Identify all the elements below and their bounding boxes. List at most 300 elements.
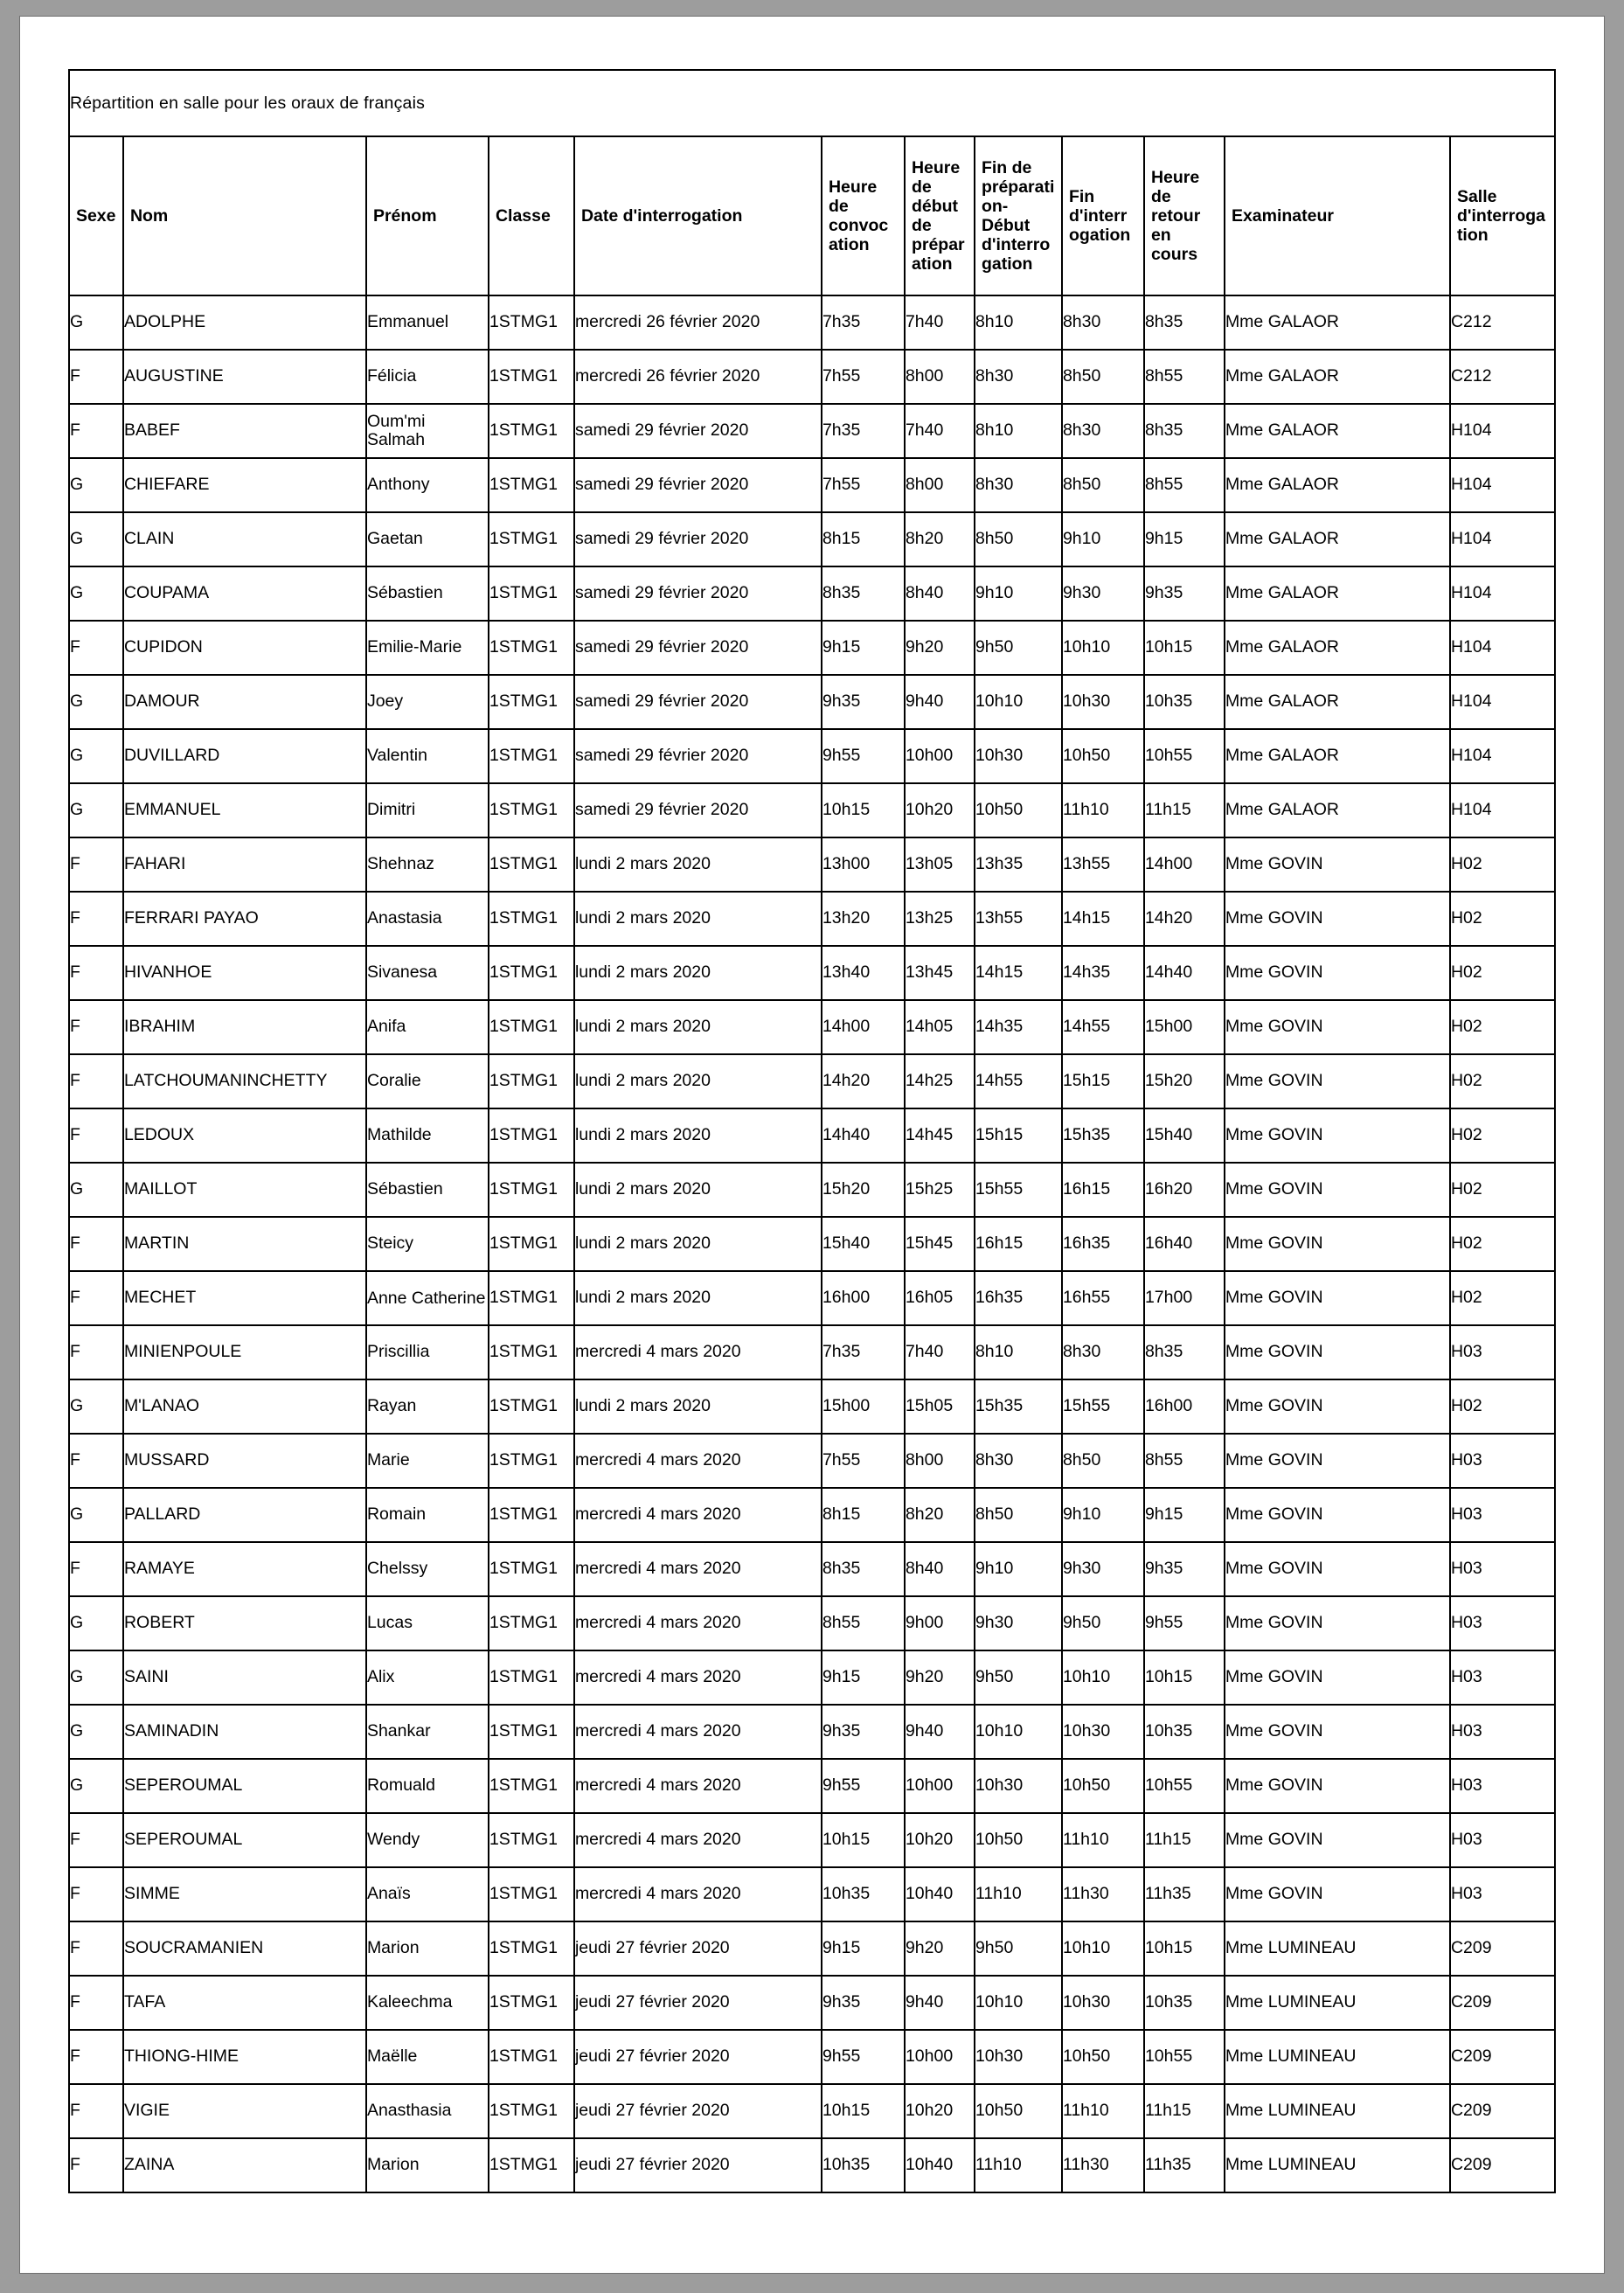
table-row <box>69 675 1555 729</box>
cell-fin-interrogation: 10h50 <box>1062 729 1144 783</box>
table-row <box>69 1217 1555 1271</box>
cell-sexe: G <box>69 1705 123 1759</box>
table-row <box>69 1976 1555 2030</box>
document-sheet <box>19 16 1605 2274</box>
cell-examinateur: Mme GALAOR <box>1225 621 1450 675</box>
cell-heure-retour-cours: 10h15 <box>1144 1921 1225 1976</box>
cell-classe: 1STMG1 <box>489 566 574 621</box>
cell-heure-retour-cours: 10h35 <box>1144 675 1225 729</box>
cell-heure-convocation: 10h35 <box>822 2138 905 2192</box>
cell-examinateur: Mme LUMINEAU <box>1225 2138 1450 2192</box>
cell-salle: H104 <box>1450 729 1555 783</box>
cell-heure-retour-cours: 10h15 <box>1144 621 1225 675</box>
table-row <box>69 783 1555 837</box>
cell-fin-interrogation: 15h15 <box>1062 1054 1144 1108</box>
cell-fin-preparation: 8h10 <box>975 404 1062 458</box>
cell-salle: H02 <box>1450 1379 1555 1434</box>
cell-date-interrogation: mercredi 4 mars 2020 <box>574 1705 822 1759</box>
cell-salle: H03 <box>1450 1488 1555 1542</box>
cell-examinateur: Mme GALAOR <box>1225 350 1450 404</box>
cell-heure-convocation: 13h20 <box>822 892 905 946</box>
cell-classe: 1STMG1 <box>489 404 574 458</box>
cell-sexe: F <box>69 1217 123 1271</box>
table-row <box>69 1705 1555 1759</box>
cell-fin-preparation: 10h10 <box>975 675 1062 729</box>
cell-heure-convocation: 15h00 <box>822 1379 905 1434</box>
table-row <box>69 2138 1555 2192</box>
cell-fin-preparation: 8h50 <box>975 1488 1062 1542</box>
cell-heure-debut-preparation: 10h40 <box>905 2138 975 2192</box>
cell-date-interrogation: lundi 2 mars 2020 <box>574 1000 822 1054</box>
cell-prenom: Marion <box>366 2138 489 2192</box>
cell-sexe: F <box>69 2030 123 2084</box>
cell-date-interrogation: lundi 2 mars 2020 <box>574 1054 822 1108</box>
cell-heure-retour-cours: 10h35 <box>1144 1705 1225 1759</box>
cell-salle: H104 <box>1450 621 1555 675</box>
cell-heure-debut-preparation: 8h00 <box>905 350 975 404</box>
cell-fin-preparation: 13h55 <box>975 892 1062 946</box>
cell-fin-interrogation: 15h55 <box>1062 1379 1144 1434</box>
cell-heure-debut-preparation: 8h40 <box>905 1542 975 1596</box>
cell-classe: 1STMG1 <box>489 675 574 729</box>
cell-heure-convocation: 9h35 <box>822 1705 905 1759</box>
cell-fin-interrogation: 16h55 <box>1062 1271 1144 1325</box>
cell-fin-interrogation: 9h30 <box>1062 566 1144 621</box>
cell-heure-debut-preparation: 10h40 <box>905 1867 975 1921</box>
cell-salle: H02 <box>1450 1000 1555 1054</box>
cell-prenom: Sivanesa <box>366 946 489 1000</box>
cell-heure-convocation: 10h15 <box>822 2084 905 2138</box>
cell-heure-debut-preparation: 8h20 <box>905 1488 975 1542</box>
cell-classe: 1STMG1 <box>489 1217 574 1271</box>
table-row <box>69 837 1555 892</box>
cell-fin-interrogation: 10h30 <box>1062 1705 1144 1759</box>
cell-date-interrogation: samedi 29 février 2020 <box>574 404 822 458</box>
cell-heure-retour-cours: 8h55 <box>1144 350 1225 404</box>
cell-date-interrogation: mercredi 4 mars 2020 <box>574 1867 822 1921</box>
cell-sexe: F <box>69 1000 123 1054</box>
cell-sexe: G <box>69 1650 123 1705</box>
cell-heure-convocation: 16h00 <box>822 1271 905 1325</box>
table-row <box>69 2030 1555 2084</box>
cell-sexe: F <box>69 1542 123 1596</box>
cell-heure-retour-cours: 9h15 <box>1144 1488 1225 1542</box>
cell-fin-preparation: 16h35 <box>975 1271 1062 1325</box>
table-body <box>69 295 1555 2192</box>
table-row <box>69 621 1555 675</box>
cell-salle: C212 <box>1450 295 1555 350</box>
cell-classe: 1STMG1 <box>489 1976 574 2030</box>
cell-heure-convocation: 8h35 <box>822 1542 905 1596</box>
cell-examinateur: Mme GOVIN <box>1225 1325 1450 1379</box>
cell-classe: 1STMG1 <box>489 1054 574 1108</box>
cell-examinateur: Mme GOVIN <box>1225 1542 1450 1596</box>
cell-salle: H03 <box>1450 1813 1555 1867</box>
cell-prenom: Priscillia <box>366 1325 489 1379</box>
cell-prenom: Gaetan <box>366 512 489 566</box>
cell-date-interrogation: jeudi 27 février 2020 <box>574 2138 822 2192</box>
cell-prenom: Shankar <box>366 1705 489 1759</box>
cell-fin-interrogation: 11h30 <box>1062 2138 1144 2192</box>
cell-heure-debut-preparation: 9h00 <box>905 1596 975 1650</box>
cell-heure-retour-cours: 10h55 <box>1144 729 1225 783</box>
cell-heure-retour-cours: 11h35 <box>1144 1867 1225 1921</box>
cell-heure-convocation: 9h15 <box>822 1650 905 1705</box>
table-row <box>69 2084 1555 2138</box>
cell-fin-preparation: 10h50 <box>975 1813 1062 1867</box>
cell-examinateur: Mme GALAOR <box>1225 512 1450 566</box>
cell-fin-interrogation: 10h30 <box>1062 1976 1144 2030</box>
cell-heure-debut-preparation: 13h45 <box>905 946 975 1000</box>
cell-nom: FAHARI <box>123 837 366 892</box>
cell-fin-preparation: 8h30 <box>975 1434 1062 1488</box>
cell-sexe: G <box>69 1759 123 1813</box>
cell-heure-convocation: 7h35 <box>822 404 905 458</box>
cell-nom: SEPEROUMAL <box>123 1813 366 1867</box>
cell-salle: H03 <box>1450 1596 1555 1650</box>
cell-fin-interrogation: 10h30 <box>1062 675 1144 729</box>
table-row <box>69 1867 1555 1921</box>
column-header-date-interrogation: Date d'interrogation <box>574 136 822 295</box>
cell-heure-debut-preparation: 10h00 <box>905 1759 975 1813</box>
cell-salle: H02 <box>1450 1271 1555 1325</box>
page-title: Répartition en salle pour les oraux de français <box>69 70 1555 136</box>
cell-fin-interrogation: 10h50 <box>1062 1759 1144 1813</box>
cell-fin-preparation: 14h15 <box>975 946 1062 1000</box>
cell-fin-preparation: 14h55 <box>975 1054 1062 1108</box>
cell-prenom: Emilie-Marie <box>366 621 489 675</box>
cell-date-interrogation: samedi 29 février 2020 <box>574 458 822 512</box>
cell-sexe: F <box>69 1325 123 1379</box>
cell-classe: 1STMG1 <box>489 295 574 350</box>
cell-examinateur: Mme GOVIN <box>1225 837 1450 892</box>
column-header-sexe: Sexe <box>69 136 123 295</box>
table-row <box>69 1325 1555 1379</box>
cell-heure-retour-cours: 10h35 <box>1144 1976 1225 2030</box>
cell-heure-convocation: 7h35 <box>822 295 905 350</box>
cell-salle: C209 <box>1450 1921 1555 1976</box>
cell-examinateur: Mme LUMINEAU <box>1225 1921 1450 1976</box>
cell-sexe: F <box>69 892 123 946</box>
cell-nom: ADOLPHE <box>123 295 366 350</box>
cell-classe: 1STMG1 <box>489 2030 574 2084</box>
cell-heure-convocation: 8h15 <box>822 512 905 566</box>
cell-sexe: F <box>69 350 123 404</box>
cell-heure-convocation: 9h35 <box>822 1976 905 2030</box>
cell-fin-interrogation: 15h35 <box>1062 1108 1144 1163</box>
cell-examinateur: Mme GOVIN <box>1225 1271 1450 1325</box>
cell-salle: C212 <box>1450 350 1555 404</box>
cell-classe: 1STMG1 <box>489 1325 574 1379</box>
cell-date-interrogation: mercredi 4 mars 2020 <box>574 1813 822 1867</box>
cell-sexe: G <box>69 675 123 729</box>
cell-prenom: Coralie <box>366 1054 489 1108</box>
cell-examinateur: Mme GOVIN <box>1225 1434 1450 1488</box>
column-header-nom: Nom <box>123 136 366 295</box>
cell-heure-debut-preparation: 9h40 <box>905 1705 975 1759</box>
cell-nom: RAMAYE <box>123 1542 366 1596</box>
cell-prenom: Anaïs <box>366 1867 489 1921</box>
cell-nom: EMMANUEL <box>123 783 366 837</box>
cell-fin-preparation: 10h30 <box>975 729 1062 783</box>
cell-prenom: Maëlle <box>366 2030 489 2084</box>
cell-date-interrogation: samedi 29 février 2020 <box>574 621 822 675</box>
cell-fin-interrogation: 16h35 <box>1062 1217 1144 1271</box>
cell-sexe: F <box>69 1054 123 1108</box>
cell-classe: 1STMG1 <box>489 1596 574 1650</box>
cell-nom: ROBERT <box>123 1596 366 1650</box>
cell-salle: H104 <box>1450 675 1555 729</box>
cell-examinateur: Mme GALAOR <box>1225 295 1450 350</box>
cell-classe: 1STMG1 <box>489 892 574 946</box>
cell-sexe: G <box>69 512 123 566</box>
cell-fin-interrogation: 8h30 <box>1062 404 1144 458</box>
cell-heure-debut-preparation: 9h40 <box>905 1976 975 2030</box>
table-row <box>69 1759 1555 1813</box>
cell-date-interrogation: mercredi 4 mars 2020 <box>574 1434 822 1488</box>
cell-fin-preparation: 11h10 <box>975 1867 1062 1921</box>
table-row <box>69 404 1555 458</box>
cell-date-interrogation: jeudi 27 février 2020 <box>574 1976 822 2030</box>
cell-heure-convocation: 9h15 <box>822 1921 905 1976</box>
cell-fin-preparation: 8h30 <box>975 458 1062 512</box>
cell-fin-interrogation: 14h55 <box>1062 1000 1144 1054</box>
cell-fin-preparation: 8h30 <box>975 350 1062 404</box>
cell-date-interrogation: mercredi 4 mars 2020 <box>574 1650 822 1705</box>
cell-prenom: Oum'mi Salmah <box>366 404 489 458</box>
cell-sexe: G <box>69 295 123 350</box>
cell-salle: H02 <box>1450 1108 1555 1163</box>
cell-classe: 1STMG1 <box>489 2084 574 2138</box>
table-row <box>69 1542 1555 1596</box>
table-row <box>69 729 1555 783</box>
cell-fin-interrogation: 9h10 <box>1062 512 1144 566</box>
cell-heure-debut-preparation: 8h40 <box>905 566 975 621</box>
cell-prenom: Kaleechma <box>366 1976 489 2030</box>
cell-classe: 1STMG1 <box>489 458 574 512</box>
cell-heure-convocation: 8h55 <box>822 1596 905 1650</box>
cell-classe: 1STMG1 <box>489 1867 574 1921</box>
cell-heure-debut-preparation: 10h00 <box>905 2030 975 2084</box>
cell-salle: H02 <box>1450 837 1555 892</box>
cell-fin-preparation: 15h15 <box>975 1108 1062 1163</box>
cell-prenom: Joey <box>366 675 489 729</box>
cell-nom: LEDOUX <box>123 1108 366 1163</box>
cell-examinateur: Mme GALAOR <box>1225 566 1450 621</box>
cell-fin-preparation: 10h30 <box>975 1759 1062 1813</box>
cell-prenom: Marion <box>366 1921 489 1976</box>
cell-heure-debut-preparation: 10h00 <box>905 729 975 783</box>
cell-salle: H03 <box>1450 1325 1555 1379</box>
cell-fin-interrogation: 16h15 <box>1062 1163 1144 1217</box>
cell-heure-convocation: 9h55 <box>822 1759 905 1813</box>
cell-heure-debut-preparation: 9h20 <box>905 1921 975 1976</box>
cell-heure-convocation: 13h00 <box>822 837 905 892</box>
cell-prenom: Wendy <box>366 1813 489 1867</box>
cell-heure-debut-preparation: 7h40 <box>905 1325 975 1379</box>
cell-fin-interrogation: 8h50 <box>1062 458 1144 512</box>
cell-classe: 1STMG1 <box>489 1705 574 1759</box>
cell-salle: C209 <box>1450 1976 1555 2030</box>
cell-nom: SAINI <box>123 1650 366 1705</box>
cell-prenom: Mathilde <box>366 1108 489 1163</box>
cell-examinateur: Mme LUMINEAU <box>1225 1976 1450 2030</box>
cell-sexe: F <box>69 1867 123 1921</box>
cell-salle: H104 <box>1450 566 1555 621</box>
cell-prenom: Romain <box>366 1488 489 1542</box>
cell-heure-debut-preparation: 15h45 <box>905 1217 975 1271</box>
cell-nom: MAILLOT <box>123 1163 366 1217</box>
cell-fin-interrogation: 8h30 <box>1062 295 1144 350</box>
table-row <box>69 1271 1555 1325</box>
cell-fin-interrogation: 11h10 <box>1062 783 1144 837</box>
cell-sexe: F <box>69 837 123 892</box>
cell-classe: 1STMG1 <box>489 1650 574 1705</box>
cell-heure-retour-cours: 9h35 <box>1144 1542 1225 1596</box>
cell-sexe: F <box>69 1271 123 1325</box>
cell-fin-preparation: 15h55 <box>975 1163 1062 1217</box>
cell-date-interrogation: mercredi 4 mars 2020 <box>574 1542 822 1596</box>
cell-salle: H02 <box>1450 892 1555 946</box>
cell-heure-convocation: 10h35 <box>822 1867 905 1921</box>
cell-date-interrogation: lundi 2 mars 2020 <box>574 1271 822 1325</box>
cell-date-interrogation: samedi 29 février 2020 <box>574 729 822 783</box>
cell-sexe: F <box>69 2084 123 2138</box>
cell-examinateur: Mme GALAOR <box>1225 404 1450 458</box>
column-header-prenom: Prénom <box>366 136 489 295</box>
cell-heure-convocation: 8h35 <box>822 566 905 621</box>
cell-nom: SAMINADIN <box>123 1705 366 1759</box>
table-row <box>69 1000 1555 1054</box>
cell-heure-retour-cours: 16h20 <box>1144 1163 1225 1217</box>
cell-classe: 1STMG1 <box>489 621 574 675</box>
cell-classe: 1STMG1 <box>489 2138 574 2192</box>
cell-prenom: Anthony <box>366 458 489 512</box>
cell-fin-preparation: 15h35 <box>975 1379 1062 1434</box>
cell-heure-convocation: 7h55 <box>822 350 905 404</box>
cell-salle: H03 <box>1450 1650 1555 1705</box>
cell-prenom: Félicia <box>366 350 489 404</box>
cell-classe: 1STMG1 <box>489 1921 574 1976</box>
cell-sexe: G <box>69 1379 123 1434</box>
cell-date-interrogation: mercredi 26 février 2020 <box>574 295 822 350</box>
cell-salle: C209 <box>1450 2030 1555 2084</box>
cell-heure-retour-cours: 9h15 <box>1144 512 1225 566</box>
cell-fin-preparation: 9h10 <box>975 1542 1062 1596</box>
table-row <box>69 458 1555 512</box>
cell-prenom: Sébastien <box>366 566 489 621</box>
cell-nom: MINIENPOULE <box>123 1325 366 1379</box>
cell-heure-debut-preparation: 15h25 <box>905 1163 975 1217</box>
cell-heure-debut-preparation: 9h40 <box>905 675 975 729</box>
cell-heure-retour-cours: 8h35 <box>1144 1325 1225 1379</box>
table-row <box>69 350 1555 404</box>
cell-heure-retour-cours: 11h15 <box>1144 783 1225 837</box>
cell-nom: FERRARI PAYAO <box>123 892 366 946</box>
cell-salle: H02 <box>1450 1054 1555 1108</box>
cell-date-interrogation: lundi 2 mars 2020 <box>574 1379 822 1434</box>
table-row <box>69 946 1555 1000</box>
cell-classe: 1STMG1 <box>489 1163 574 1217</box>
cell-salle: H02 <box>1450 946 1555 1000</box>
cell-prenom: Emmanuel <box>366 295 489 350</box>
cell-nom: SOUCRAMANIEN <box>123 1921 366 1976</box>
cell-classe: 1STMG1 <box>489 1434 574 1488</box>
cell-sexe: F <box>69 946 123 1000</box>
cell-heure-debut-preparation: 9h20 <box>905 621 975 675</box>
cell-examinateur: Mme GOVIN <box>1225 892 1450 946</box>
cell-examinateur: Mme GOVIN <box>1225 1759 1450 1813</box>
cell-heure-retour-cours: 16h40 <box>1144 1217 1225 1271</box>
cell-heure-convocation: 7h35 <box>822 1325 905 1379</box>
cell-fin-interrogation: 10h10 <box>1062 1921 1144 1976</box>
column-header-fin-preparation: Fin de préparation-Début d'interrogation <box>975 136 1062 295</box>
cell-fin-preparation: 14h35 <box>975 1000 1062 1054</box>
cell-examinateur: Mme GOVIN <box>1225 1163 1450 1217</box>
cell-heure-retour-cours: 15h00 <box>1144 1000 1225 1054</box>
cell-heure-retour-cours: 8h35 <box>1144 404 1225 458</box>
cell-date-interrogation: jeudi 27 février 2020 <box>574 2084 822 2138</box>
cell-prenom: Anastasia <box>366 892 489 946</box>
cell-prenom: Dimitri <box>366 783 489 837</box>
cell-fin-preparation: 10h50 <box>975 2084 1062 2138</box>
cell-heure-debut-preparation: 14h25 <box>905 1054 975 1108</box>
cell-fin-interrogation: 10h10 <box>1062 621 1144 675</box>
cell-nom: IBRAHIM <box>123 1000 366 1054</box>
cell-heure-convocation: 14h40 <box>822 1108 905 1163</box>
cell-date-interrogation: lundi 2 mars 2020 <box>574 1108 822 1163</box>
table-row <box>69 1921 1555 1976</box>
cell-fin-interrogation: 14h15 <box>1062 892 1144 946</box>
table-row <box>69 1488 1555 1542</box>
cell-prenom: Alix <box>366 1650 489 1705</box>
cell-examinateur: Mme GOVIN <box>1225 1650 1450 1705</box>
cell-examinateur: Mme LUMINEAU <box>1225 2030 1450 2084</box>
cell-classe: 1STMG1 <box>489 512 574 566</box>
cell-nom: SEPEROUMAL <box>123 1759 366 1813</box>
cell-date-interrogation: lundi 2 mars 2020 <box>574 946 822 1000</box>
column-header-salle: Salle d'interrogation <box>1450 136 1555 295</box>
cell-date-interrogation: jeudi 27 février 2020 <box>574 2030 822 2084</box>
cell-heure-retour-cours: 8h35 <box>1144 295 1225 350</box>
schedule-table <box>68 69 1556 2193</box>
table-row <box>69 512 1555 566</box>
cell-examinateur: Mme GOVIN <box>1225 1813 1450 1867</box>
cell-date-interrogation: samedi 29 février 2020 <box>574 566 822 621</box>
cell-fin-preparation: 9h50 <box>975 1921 1062 1976</box>
cell-prenom: Shehnaz <box>366 837 489 892</box>
cell-fin-preparation: 11h10 <box>975 2138 1062 2192</box>
cell-heure-convocation: 14h00 <box>822 1000 905 1054</box>
cell-sexe: F <box>69 1921 123 1976</box>
cell-date-interrogation: samedi 29 février 2020 <box>574 675 822 729</box>
cell-fin-preparation: 10h10 <box>975 1976 1062 2030</box>
cell-fin-preparation: 16h15 <box>975 1217 1062 1271</box>
cell-nom: THIONG-HIME <box>123 2030 366 2084</box>
cell-date-interrogation: mercredi 4 mars 2020 <box>574 1325 822 1379</box>
cell-fin-interrogation: 8h50 <box>1062 1434 1144 1488</box>
cell-heure-debut-preparation: 10h20 <box>905 1813 975 1867</box>
cell-heure-retour-cours: 11h35 <box>1144 2138 1225 2192</box>
cell-fin-interrogation: 11h10 <box>1062 1813 1144 1867</box>
cell-examinateur: Mme GALAOR <box>1225 783 1450 837</box>
cell-salle: H02 <box>1450 1217 1555 1271</box>
cell-heure-debut-preparation: 9h20 <box>905 1650 975 1705</box>
cell-salle: H104 <box>1450 404 1555 458</box>
cell-heure-convocation: 10h15 <box>822 783 905 837</box>
cell-salle: H03 <box>1450 1542 1555 1596</box>
cell-heure-retour-cours: 14h20 <box>1144 892 1225 946</box>
